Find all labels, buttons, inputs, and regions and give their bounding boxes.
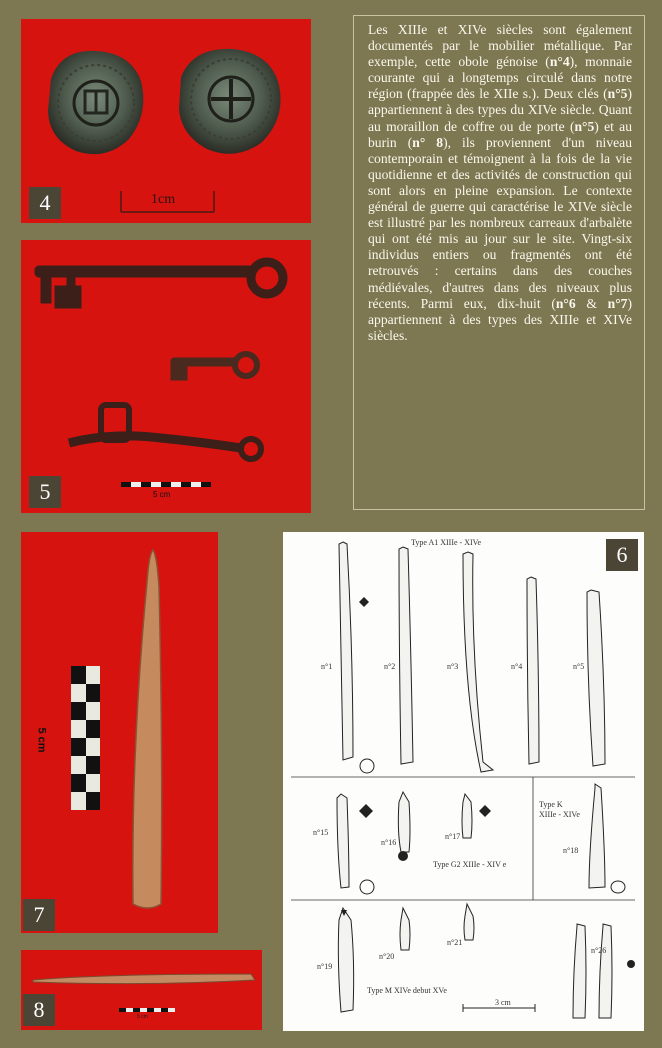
chisel-scale-label: 5 cm — [137, 1014, 148, 1020]
text-part-2: ), monnaie courante qui a longtemps circulé dans notre région (frappée dès le XIIe s.). Deux clés ( — [368, 54, 632, 102]
bolt-label-16: n°16 — [381, 838, 397, 847]
bolt-label-3: n°3 — [447, 662, 459, 671]
crossbow-bolts-drawing-plate — [283, 532, 644, 1031]
chisel-scale-bar — [119, 1008, 175, 1012]
type-m-bolts — [338, 904, 612, 1018]
bolt-label-2: n°2 — [384, 662, 396, 671]
figure-ref-5a: n°5 — [607, 86, 628, 102]
bolt-label-21: n°21 — [447, 938, 463, 947]
small-key — [171, 354, 257, 380]
keys-illustration — [21, 240, 311, 513]
type-a1-bolts — [339, 542, 605, 772]
type-m-label: Type M XIVe debut XVe — [367, 986, 447, 995]
crossbow-bolt — [133, 550, 162, 908]
type-k-label-2: XIIIe - XIVe — [539, 810, 580, 819]
figure-ref-4: n°4 — [549, 54, 570, 70]
bolt-label-15: n°15 — [313, 828, 329, 837]
large-key — [35, 262, 283, 308]
hasp — [69, 405, 261, 459]
chisel-photo-panel — [21, 950, 262, 1030]
text-part-7: ) appartiennent à des types des XIIIe et XIVe siècles. — [368, 295, 632, 343]
article-text — [353, 15, 645, 510]
keys-scale-bar — [121, 482, 211, 487]
text-part-3: ) appartiennent à des types du XIVe siècle. Quant au moraillon de coffre ou de porte ( — [368, 86, 632, 134]
coins-scale-label: 1cm — [151, 192, 176, 207]
keys-scale-label: 5 cm — [153, 490, 171, 499]
text-part-4: ) et au burin ( — [368, 118, 633, 150]
type-g2-label: Type G2 XIIIe - XIV e — [433, 860, 507, 869]
bolt-label-5: n°5 — [573, 662, 585, 671]
bolt-label-20: n°20 — [379, 952, 395, 961]
type-a1-label: Type A1 XIIIe - XIVe — [411, 538, 482, 547]
bolt-label-18: n°18 — [563, 846, 579, 855]
chisel — [33, 974, 255, 984]
panel-number-5: 5 — [29, 476, 61, 508]
bolt-label-1: n°1 — [321, 662, 333, 671]
bolt-label-17: n°17 — [445, 832, 461, 841]
bolt-scale-label: 5 cm — [35, 727, 48, 753]
figure-ref-5b: n°5 — [574, 118, 595, 134]
type-g2-k-bolts — [337, 784, 605, 888]
figure-ref-6: n°6 — [555, 295, 576, 311]
bolt-label-4: n°4 — [511, 662, 523, 671]
type-k-label-1: Type K — [539, 800, 563, 809]
text-part-5: ), ils proviennent d'un niveau contemporain et témoignent à la fois de la vie quotidienne et des activités de construction qui sont alors en pleine expansion. Le contexte général de guerre qui caractérise le XIVe siècle est illustré par les nombreux carreaux d'arbalète qui ont été mis au jour sur le site. Vingt-six individus entiers ou fragmentés ont été retrouvés : certains dans des couches médiévales, d'autres dans des niveaux plus récents. Parmi eux, dix-huit ( — [368, 134, 632, 311]
coin-obverse — [48, 51, 143, 154]
plate-drawings — [283, 532, 644, 1031]
coin-reverse — [179, 49, 281, 154]
figure-ref-7: n°7 — [607, 295, 628, 311]
bolt-illustration — [21, 532, 218, 933]
bolt-label-26: n°26 — [591, 946, 607, 955]
panel-number-4: 4 — [29, 187, 61, 219]
bolt-label-19: n°19 — [317, 962, 333, 971]
panel-number-7: 7 — [23, 899, 55, 931]
text-part-1: Les XIIIe et XIVe siècles sont également documentés par le mobilier métallique. Par exemple, cette obole génoise ( — [368, 22, 632, 70]
panel-number-6: 6 — [606, 539, 638, 571]
coins-photo-panel — [21, 19, 311, 223]
bolt-photo-panel — [21, 532, 218, 933]
bolt-scale-bar — [71, 666, 100, 810]
text-part-6: & — [575, 295, 608, 311]
plate-scale-label: 3 cm — [495, 998, 511, 1007]
keys-photo-panel — [21, 240, 311, 513]
panel-number-8: 8 — [23, 994, 55, 1026]
figure-ref-8: n° 8 — [412, 134, 444, 150]
